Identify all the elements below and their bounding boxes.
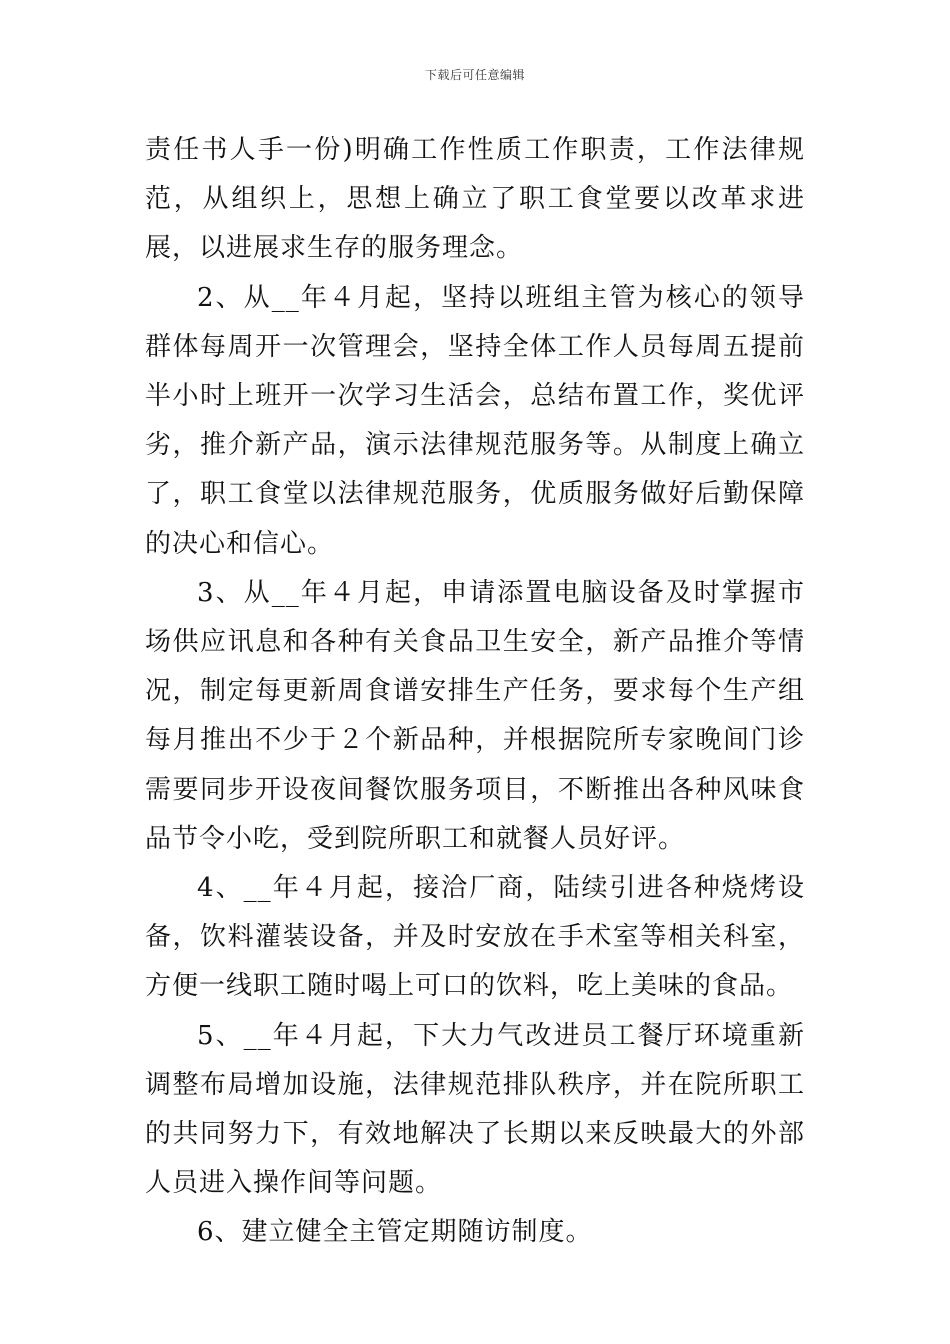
document-body: [145, 126, 805, 1258]
paragraph-item-6: 6、建立健全主管定期随访制度。: [197, 1217, 593, 1248]
paragraph-item-2: 2、从__年４月起，坚持以班组主管为核心的领导群体每周开一次管理会，坚持全体工作人员每周五提前半小时上班开一次学习生活会，总结布置工作，奖优评劣，推介新产品，演示法律规范服务等。从制度上确立了，职工食堂以法律规范服务，优质服务做好后勤保障的决心和信心。: [145, 282, 805, 559]
paragraph-item-3: 3、从__年４月起，申请添置电脑设备及时掌握市场供应讯息和各种有关食品卫生安全，新产品推介等情况，制定每更新周食谱安排生产任务，要求每个生产组每月推出不少于２个新品种，并根据院所专家晚间门诊需要同步开设夜间餐饮服务项目，不断推出各种风味食品节令小吃，受到院所职工和就餐人员好评。: [145, 577, 805, 854]
paragraph-item-4: 4、__年４月起，接洽厂商，陆续引进各种烧烤设备，饮料灌装设备，并及时安放在手术室等相关科室，方便一线职工随时喝上可口的饮料，吃上美味的食品。: [145, 873, 805, 1002]
paragraph-item-5: 5、__年４月起，下大力气改进员工餐厅环境重新调整布局增加设施，法律规范排队秩序，并在院所职工的共同努力下，有效地解决了长期以来反映最大的外部人员进入操作间等问题。: [145, 1020, 805, 1199]
paragraph-continuation: 责任书人手一份)明确工作性质工作职责，工作法律规范，从组织上，思想上确立了职工食堂要以改革求进展，以进展求生存的服务理念。: [145, 135, 805, 264]
page-header-note: 下载后可任意编辑: [424, 68, 525, 82]
